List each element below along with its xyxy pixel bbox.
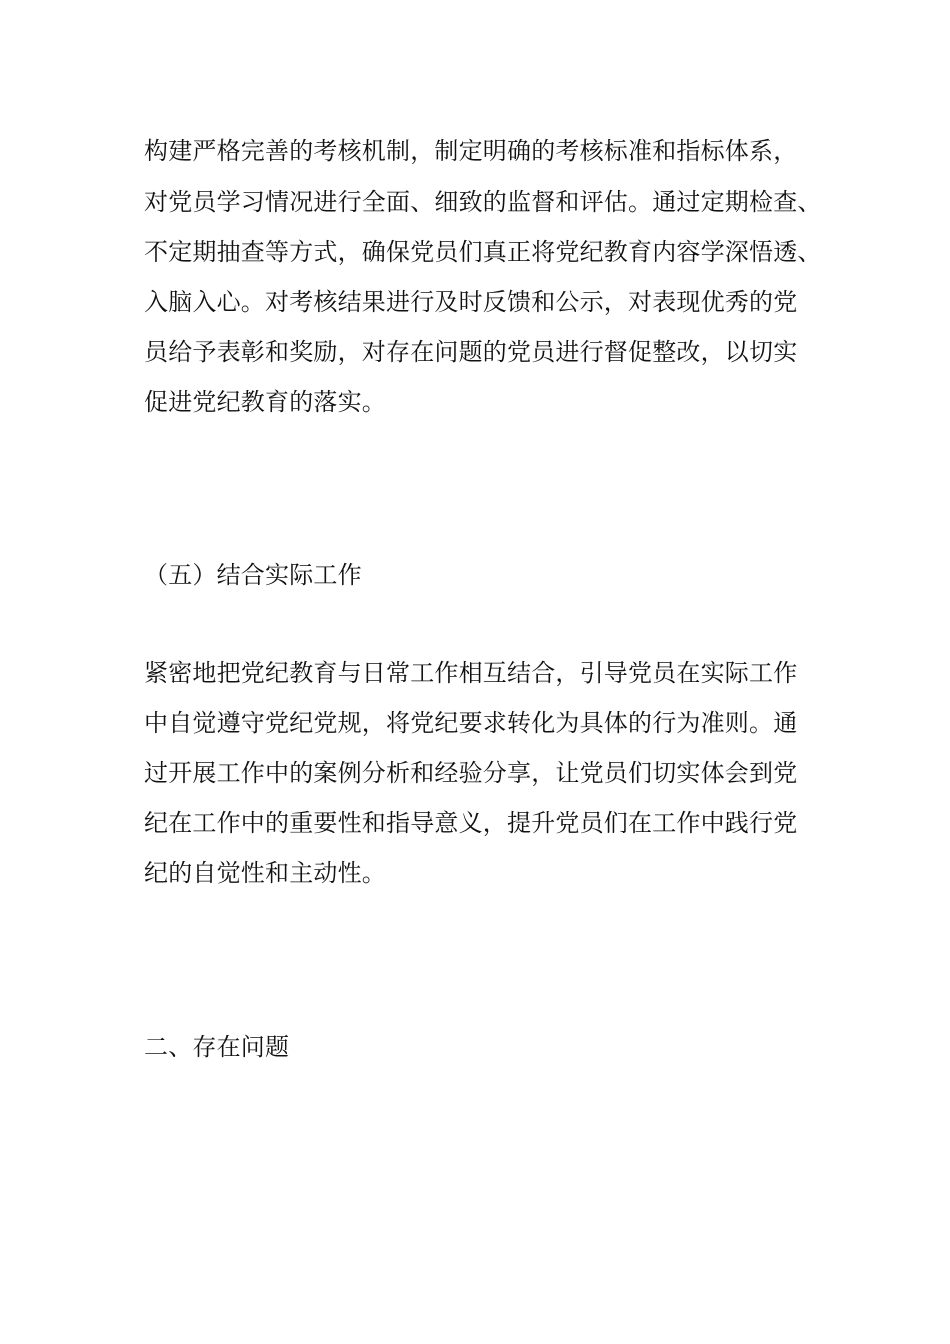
part-heading: 二、存在问题 (144, 1033, 290, 1061)
text-line: 纪的自觉性和主动性。 (144, 859, 386, 887)
text-line: 员给予表彰和奖励，对存在问题的党员进行督促整改，以切实 (144, 338, 798, 366)
text-line: 纪在工作中的重要性和指导意义，提升党员们在工作中践行党 (144, 809, 798, 837)
text-line: 构建严格完善的考核机制，制定明确的考核标准和指标体系， (144, 137, 798, 165)
text-line: 不定期抽查等方式，确保党员们真正将党纪教育内容学深悟透、 (144, 238, 822, 266)
text-line: 过开展工作中的案例分析和经验分享，让党员们切实体会到党 (144, 759, 798, 787)
text-line: 入脑入心。对考核结果进行及时反馈和公示，对表现优秀的党 (144, 288, 798, 316)
section-heading: （五）结合实际工作 (144, 561, 362, 589)
text-line: 中自觉遵守党纪党规，将党纪要求转化为具体的行为准则。通 (144, 709, 798, 737)
text-line: 紧密地把党纪教育与日常工作相互结合，引导党员在实际工作 (144, 659, 798, 687)
text-line: 促进党纪教育的落实。 (144, 388, 386, 416)
text-line: 对党员学习情况进行全面、细致的监督和评估。通过定期检查、 (144, 188, 822, 216)
